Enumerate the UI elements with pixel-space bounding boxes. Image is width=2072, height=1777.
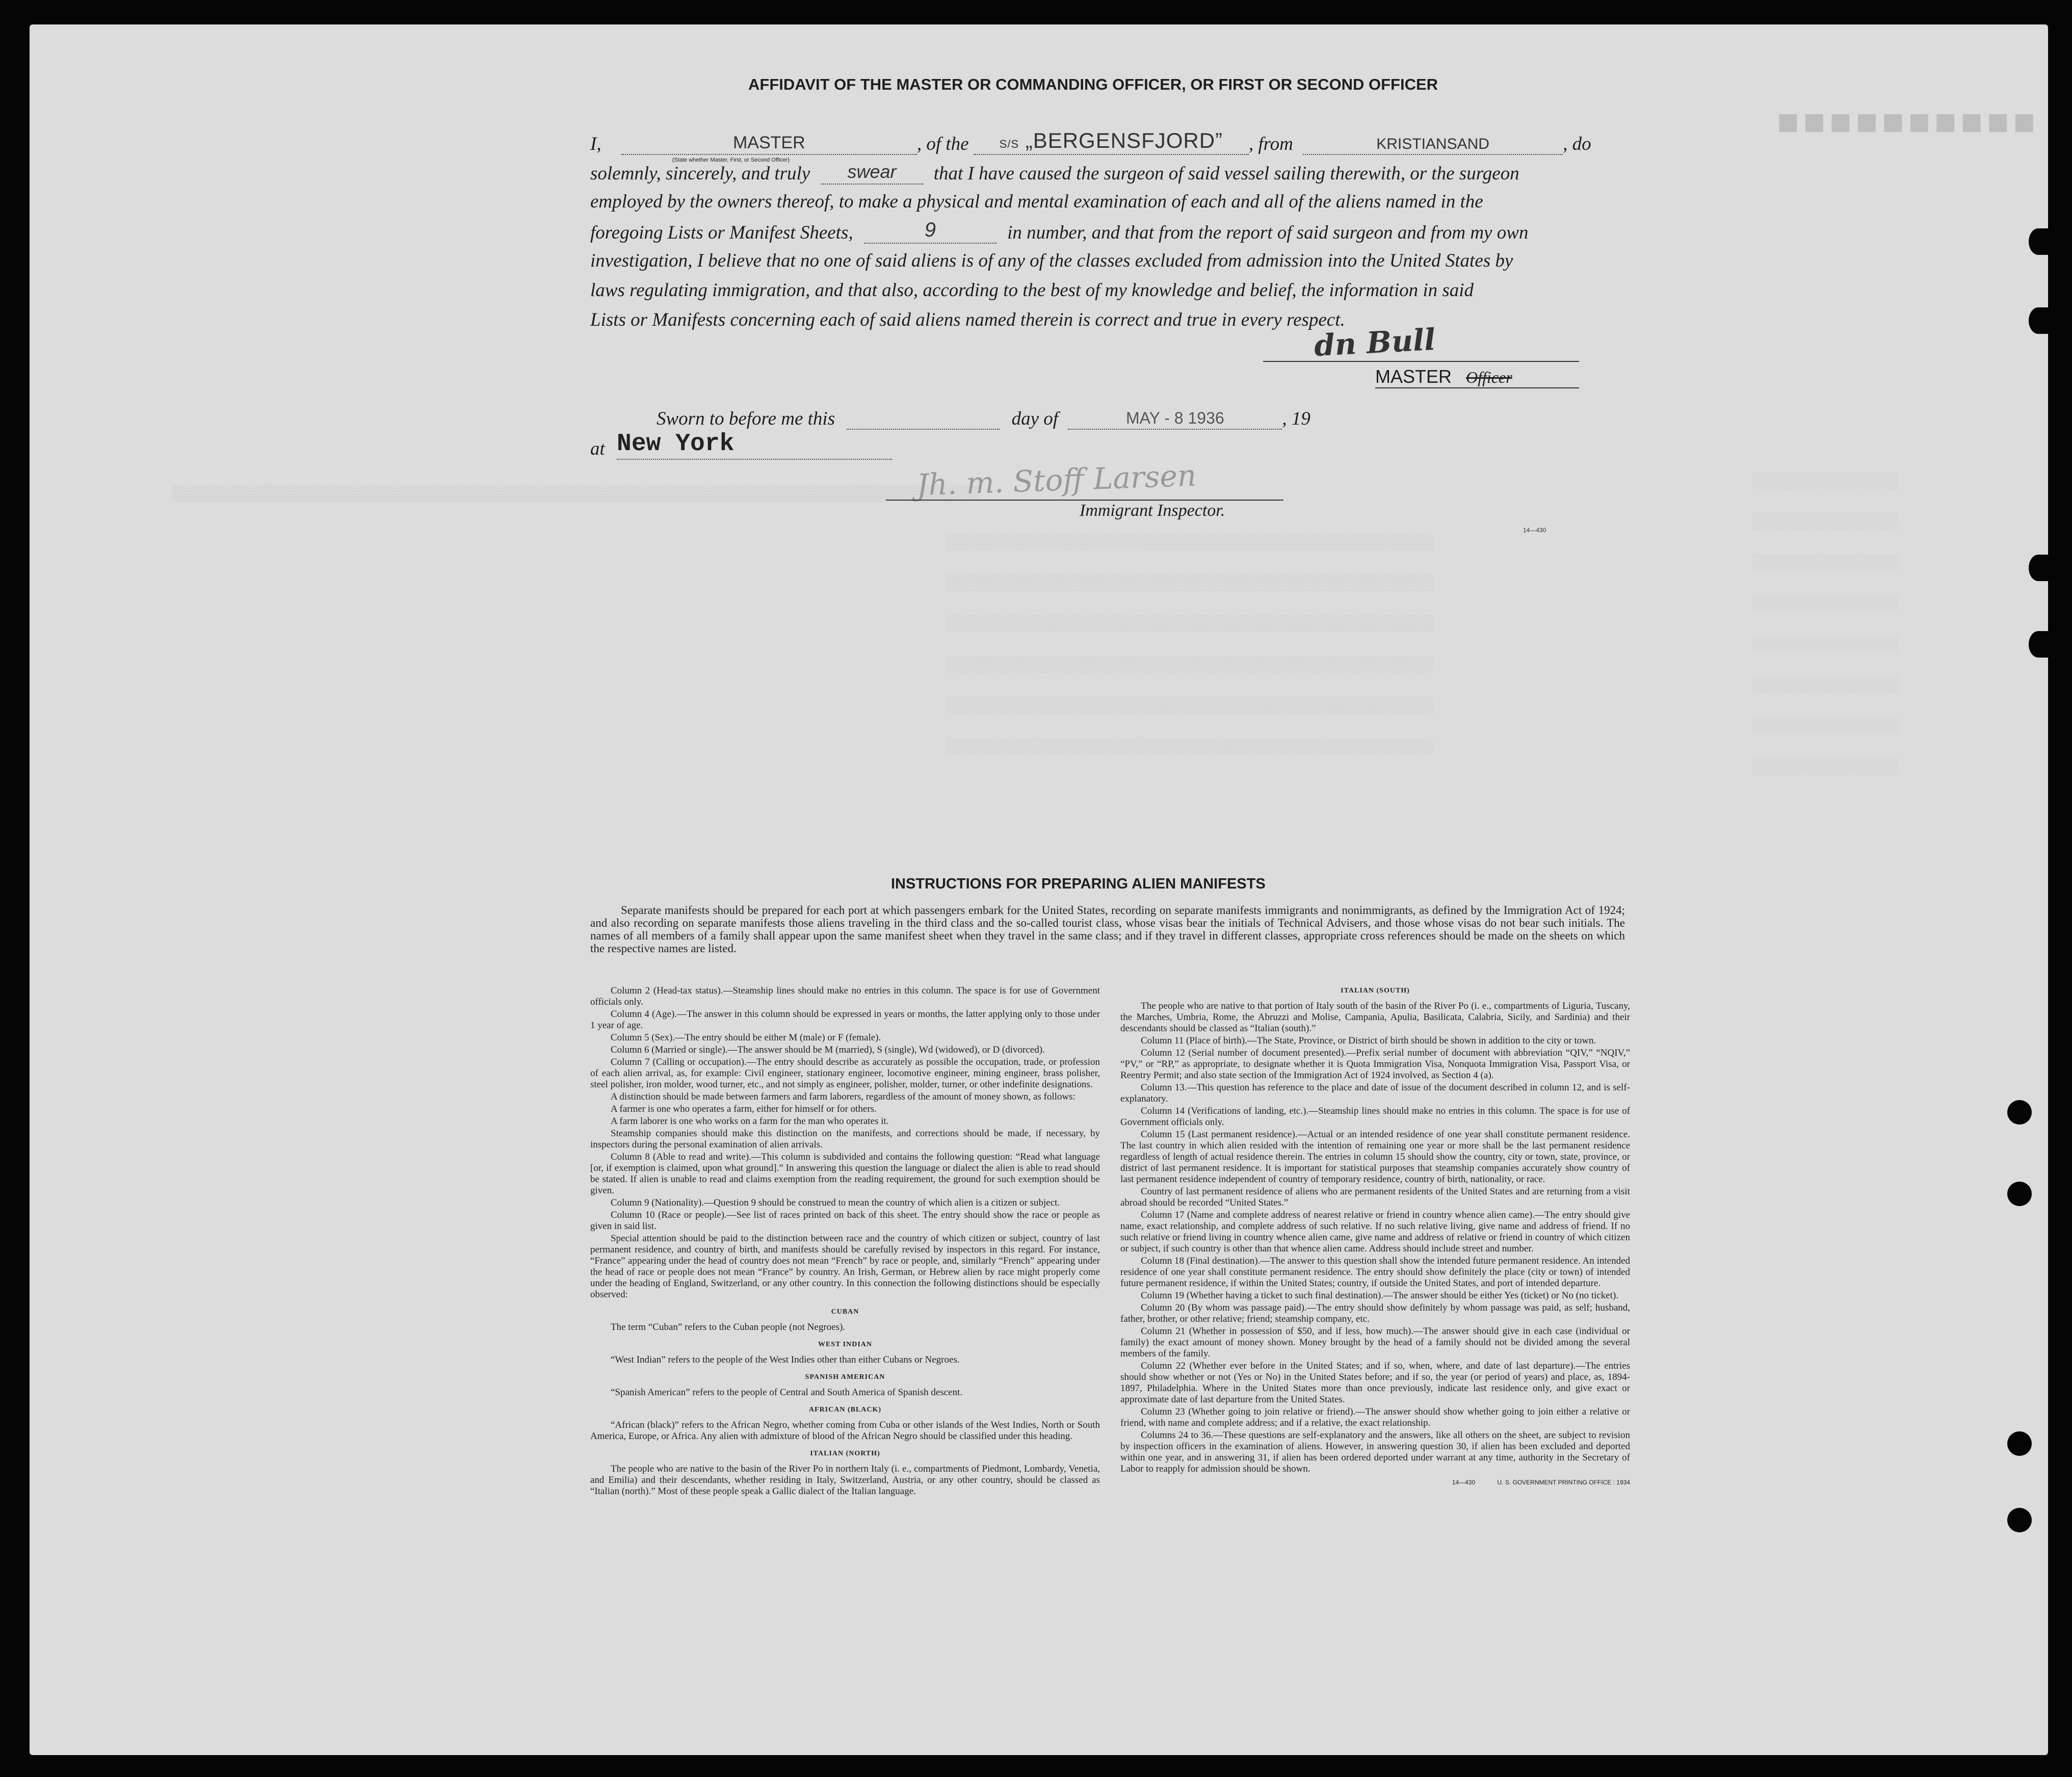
signer-title-value: MASTER (1375, 366, 1452, 387)
vessel-blank (974, 128, 1249, 155)
signer-title (1375, 366, 1512, 387)
instructions-intro: Separate manifests should be prepared for each port at which passengers embark for the United States, recording on separate manifests immigrants and nonimmigrants, as defined by the Immigration Act of 1924; and also recording on separate manifests those aliens traveling in the third class and the so-called tourist class, whose visas bear the initials of Technical Advisers, and those whose visas do not bear such initials. The names of all members of a family shall appear upon the same manifest sheet when they travel in the same class; and if they travel in different classes, appropriate cross references should be made on the sheets on which the respective names are listed. (590, 904, 1625, 955)
inspector-title: Immigrant Inspector. (1080, 501, 1225, 520)
master-signature: dn Bull (1313, 322, 1436, 363)
binder-hole (2007, 1100, 2032, 1125)
place-value: New York (617, 430, 735, 458)
affidavit-title: AFFIDAVIT OF THE MASTER OR COMMANDING OFFICER, OR FIRST OR SECOND OFFICER (748, 75, 1438, 93)
of-the-label: , of the (916, 134, 969, 154)
subsection-heading: CUBAN (831, 1308, 859, 1316)
footer-printer: U. S. GOVERNMENT PRINTING OFFICE : 1934 (1497, 1479, 1630, 1486)
sworn-day-blank (847, 408, 1000, 430)
binder-hole (2029, 631, 2048, 658)
sworn-line: Sworn to before me this day of MAY - 8 1936 , 19 (657, 408, 1310, 429)
binder-hole (2007, 1431, 2032, 1456)
footer-form-number: 14—430 (1452, 1479, 1476, 1486)
instructions-footer (1120, 1477, 1630, 1488)
affidavit-line-6: laws regulating immigration, and that also, according to the best of my knowledge and belief, the information in said (590, 280, 1474, 301)
vessel-prefix: S/S (999, 138, 1019, 150)
officer-rank-blank (621, 132, 917, 163)
sheet-count-blank (864, 220, 996, 244)
vessel-name: S/S „BERGENSFJORD” (999, 128, 1223, 152)
officer-rank-value: MASTER (732, 133, 805, 152)
signature-line (1263, 361, 1579, 362)
bleed-through-header: ■■■■■■■■■■ (1773, 101, 2035, 142)
instructions-title: INSTRUCTIONS FOR PREPARING ALIEN MANIFESTS (891, 876, 1266, 892)
subsection-heading: ITALIAN (NORTH) (810, 1450, 880, 1457)
signer-title-struck: Officer (1466, 368, 1512, 386)
place-blank (617, 432, 892, 460)
officer-rank-caption: (State whether Master, First, or Second Officer) (672, 157, 790, 163)
oath-blank (821, 161, 923, 185)
subsection-heading: SPANISH AMERICAN (805, 1373, 885, 1381)
subsection-heading: WEST INDIAN (818, 1341, 873, 1348)
instructions-right-column: ITALIAN (SOUTH) The people who are native to that portion of Italy south of the basin of the River Po (i. e., compartments of Liguria, Tuscany, the Marches, Umbria, Rome, the Abruzzi and Molise, Campania, Apulia, Basilicata, Calabria, Sicily, and Sardinia) and their descendants should be classed as “Italian (south).” Column 11 (Place of birth).—The State, Province, or District of birth should be shown in addition to the city or town. Column 12 (Serial number of document presented).—Prefix serial number of document with abbreviation “QIV,” “NQIV,” “PV,” or “RP,” as appropriate, to designate whether it is Quota Immigration Visa, Nonquota Immigration Visa, Passport Visa, or Reentry Permit; and also state section of the Immigration Act of 1924 involved, as Section 4 (a). Column 13.—This question has reference to the place and date of issue of the document described in column 12, and is self-explanatory. Column 14 (Verifications of landing, etc.).—Steamship lines should make no entries in this column. The space is for use of Government officials only. Column 15 (Last permanent residence).—Actual or an intended residence of one year shall constitute permanent residence. The last country in which alien resided with the intention of remaining one year or more shall be the last permanent residence regardless of length of actual residence therein. The entries in column 15 should show the country, city or town, state, province, or district of last permanent residence. It is important for statistical purposes that steamship companies accurately show country of last permanent residence independent of country of temporary residence, country of birth, nationality, or race. Country of last permanent residence of aliens who are permanent residents of the United States and are returning from a visit abroad should be recorded “United States.” Column 17 (Name and complete address of nearest relative or friend in country whence alien came).—The entry should give name, exact relationship, and complete address of such relative. If no such relative living, give name and address of friend. If no such relative or friend living in country whence alien came, give name and address of relative or friend in country of which citizen or subject, if such country is other than that whence alien came. Address should include street and number. Column 18 (Final destination).—The answer to this question shall show the intended future permanent residence. An intended residence of one year shall constitute permanent residence. The entry should show definitely the place (city or town) of intended future permanent residence, if within the United States; country, if outside the United States, and port of intended departure. Column 19 (Whether having a ticket to such final destination).—The answer should be either Yes (ticket) or No (no ticket). Column 20 (By whom was passage paid).—The entry should show definitely by whom passage was paid, as self; husband, father, brother, or other relative; friend; steamship company, etc. Column 21 (Whether in possession of $50, and if less, how much).—The answer should give in each case (individual or family) the exact amount of money shown. Money brought by the head of a family should not be divided among the several members of the family. Column 22 (Whether ever before in the United States; and if so, when, where, and date of last departure).—The entries should show whether or not (Yes or No) in the United States before; and if so, the year (or period of years) and place, as, 1894-1897, Philadelphia. Where in the United States more than once previously, indicate last residence only, and give exact or approximate date of last departure from the United States. Column 23 (Whether going to join relative or friend).—The answer should show whether going to join either a relative or friend, with name and complete address; and if a relative, the exact relationship. Columns 24 to 36.—These questions are self-explanatory and the answers, like all others on the sheet, are subject to revision by inspection officers in the examination of aliens. However, in answering question 30, if alien has been excluded and deported within one year, and in answering 31, if alien has been ordered deported under warrant at any time, authority in the Secretary of Labor to reapply for admission should be shown. 14—430 U. S. GOVERNMENT PRINTING OFFICE : 1934 (1120, 985, 1630, 1488)
binder-hole (2029, 307, 2048, 334)
binder-hole (2029, 555, 2048, 581)
manifest-page: ■■■■■■■■■■ ░░░░░░░░░░░░░░░░░░░░░░░░░░░░░░░░░░░░░░░░░░░░░░░░░░░░░░░░░░░░░░░░░░░░░░░░░░░░░░░░░░░░░░░░ ░░░░░░░░░░░░░░░░░░░░░░░░░░░░░░░░░░░░░░░░░░░░░░░░░░░░░ ░░░░░░░░░░░░░░░░░░░░░░░░░░░░░░░░░░░░░░░░░░░░░░░░░░░░░ ░░░░░░░░░░░░░░░░░░░░░░░░░░░░░░░░░░░░░░░░░░░░░░░░░░░░░ ░░░░░░░░░░░░░░░░░░░░░░░░░░░░░░░░░░░░░░░░░░░░░░░░░░░░░ ░░░░░░░░░░░░░░░░░░░░░░░░░░░░░░░░░░░░░░░░░░░░░░░░░░░░░ ░░░░░░░░░░░░░░░░░░░░░░░░░░░░░░░░░░░░░░░░░░░░░░░░░░░░░ ░░░░░░░░░░░░░░░░ ░░░░░░░░░░░░░░░░ ░░░░░░░░░░░░░░░░ ░░░░░░░░░░░░░░░░ ░░░░░░░░░░░░░░░░ ░░░░░░░░░░░░░░░░ ░░░░░░░░░░░░░░░░ ░░░░░░░░░░░░░░░░ AFFIDAVIT OF THE MASTER OR COMMANDING OFFICER, OR FIRST OR SECOND OFFICER I, MASTER (State whether Master, First, or Second Officer) , of the S/S „BERGENSFJORD” , from KRISTIANSAND , do solemnly, sincerely, and truly swear that I have caused the surgeon of said vessel sailing therewith, or the surgeon employed by the owners thereof, to make a physical and mental examination of each and all of the aliens named in the foregoing Lists or Manifest Sheets, 9 in number, and that from the report of said surgeon and from my own investigation, I believe that no one of said aliens is of any of the classes excluded from admission into the United States by laws regulating immigration, and that also, according to the best of my knowledge and belief, the information in said Lists or Manifests concerning each of said aliens named therein is correct and true in every respect. dn Bull MASTER Officer Sworn to before me this day of MAY - 8 1936 , 19 at New York Jh. m. Stoff Larsen Immigrant Inspector. 14—430 INSTRUCTIONS FOR PREPARING ALIEN MANIFESTS Separate manifests should be prepared for each port at which passengers embark for the United States, recording on separate manifests immigrants and nonimmigrants, as defined by the Immigration Act of 1924; and also recording on separate manifests those aliens traveling in the third class and the so-called tourist class, whose visas bear the initials of Technical Advisers, and those whose visas do not bear such initials. The names of all members of a family shall appear upon the same manifest sheet when they travel in the same class; and if they travel in different classes, appropriate cross references should be made on the sheets on which the respective names are listed. Column 2 (Head-tax status).—Steamship lines should make no entries in this column. The space is for use of Government officials only. Column 4 (Age).—The answer in this column should be expressed in years or months, the latter applying only to those under 1 year of age. Column 5 (Sex).—The entry should be either M (male) or F (female). Column 6 (Married or single).—The answer should be M (married), S (single), Wd (widowed), or D (divorced). Column 7 (Calling or occupation).—The entry should describe as accurately as possible the occupation, trade, or profession of each alien arrival, as, for example: Civil engineer, stationary engineer, locomotive engineer, mining engineer, brass polisher, steel polisher, iron molder, wood turner, etc., and not simply as engineer, polisher, molder, turner, or other indefinite designations. A distinction should be made between farmers and farm laborers, regardless of the amount of money shown, as follows: A farmer is one who operates a farm, either for himself or for others. A farm laborer is one who works on a farm for the man who operates it. Steamship companies should make this distinction on the manifests, and corrections should be made, if necessary, by inspectors during the personal examination of alien arrivals. Column 8 (Able to read and write).—This column is subdivided and contains the following question: “Read what language [or, if exemption is claimed, upon what ground].” In answering this question the language or dialect the alien is able to read should be stated. If alien is unable to read and claims exemption from the reading requirement, the ground for such exemption should be given. Column 9 (Nationality).—Question 9 should be construed to mean the country of which alien is a citizen or subject. Column 10 (Race or people).—See list of races printed on back of this sheet. The entry should show the race or people as given in said list. Special attention should be paid to the distinction between race and the country of which citizen or subject, country of last permanent residence, and country of birth, and manifests should be carefully revised by inspectors in this regard. For instance, “France” appearing under the head of country does not mean “French” by race or people, and, similarly “French” appearing under the head of race or people does not mean “France” by country. An Irish, German, or Hebrew alien by race might properly come under the heading of England, Switzerland, or any other country. In this connection the following distinctions should be especially observed: CUBAN The term “Cuban” refers to the Cuban people (not Negroes). WEST INDIAN “West Indian” refers to the people of the West Indies other than either Cubans or Negroes. SPANISH AMERICAN “Spanish American” refers to the people of Central and South America of Spanish descent. AFRICAN (BLACK) “African (black)” refers to the African Negro, whether coming from Cuba or other islands of the West Indies, North or South America, Europe, or Africa. Any alien with admixture of blood of the African Negro should be classified under this heading. ITALIAN (NORTH) The people who are native to the basin of the River Po in northern Italy (i. e., compartments of Piedmont, Lombardy, Venetia, and Emilia) and their descendants, whether residing in Italy, Switzerland, Austria, or any other country, should be classed as “Italian (north).” Most of these people speak a Gallic dialect of the Italian language. ITALIAN (SOUTH) The people who are native to that portion of Italy south of the basin of the River Po (i. e., compartments of Liguria, Tuscany, the Marches, Umbria, Rome, the Abruzzi and Molise, Campania, Apulia, Basilicata, Calabria, Sicily, and Sardinia) and their descendants should be classed as “Italian (south).” Column 11 (Place of birth).—The State, Province, or District of birth should be shown in addition to the city or town. Column 12 (Serial number of document presented).—Prefix serial number of document with abbreviation “QIV,” “NQIV,” “PV,” or “RP,” as appropriate, to designate whether it is Quota Immigration Visa, Nonquota Immigration Visa, Passport Visa, or Reentry Permit; and also state section of the Immigration Act of 1924 involved, as Section 4 (a). Column 13.—This question has reference to the place and date of issue of the document described in column 12, and is self-explanatory. Column 14 (Verifications of landing, etc.).—Steamship lines should make no entries in this column. The space is for use of Government officials only. Column 15 (Last permanent residence).—Actual or an intended residence of one year shall constitute permanent residence. The last country in which alien resided with the intention of remaining one year or more shall be the last permanent residence regardless of length of actual residence therein. The entries in column 15 should show the country, city or town, state, province, or district of last permanent residence. It is important for statistical purposes that steamship companies accurately show country of last permanent residence independent of country of temporary residence, country of birth, nationality, or race. Country of last permanent residence of aliens who are permanent residents of the United States and are returning from a visit abroad should be recorded “United States.” Column 17 (Name and complete address of nearest relative or friend in country whence alien came).—The entry should give name, exact relationship, and complete address of such relative. If no such relative living, give name and address of friend. If no such relative or friend living in country whence alien came, give name and address of relative or friend in country of which citizen or subject, if such country is other than that whence alien came. Address should include street and number. Column 18 (Final destination).—The answer to this question shall show the intended future permanent residence. An intended residence of one year shall constitute permanent residence. The entry should show definitely the place (city or town) of intended future permanent residence, if within the United States; country, if outside the United States, and port of intended departure. Column 19 (Whether having a ticket to such final destination).—The answer should be either Yes (ticket) or No (no ticket). Column 20 (By whom was passage paid).—The entry should show definitely by whom passage was paid, as self; husband, father, brother, or other relative; friend; steamship company, etc. Column 21 (Whether in possession of $50, and if less, how much).—The answer should give in each case (individual or family) the exact amount of money shown. Money brought by the head of a family should not be divided among the several members of the family. Column 22 (Whether ever before in the United States; and if so, when, where, and date of last departure).—The entries should show whether or not (Yes or No) in the United States before; and if so, the year (or period of years) and place, as, 1894-1897, Philadelphia. Where in the United States more than once previously, indicate last residence only, and give exact or approximate date of last departure from the United States. Column 23 (Whether going to join relative or friend).—The answer should show whether going to join either a relative or friend, with name and complete address; and if a relative, the exact relationship. Columns 24 to 36.—These questions are self-explanatory and the answers, like all others on the sheet, are subject to revision by inspection officers in the examination of aliens. However, in answering question 30, if alien has been excluded and deported within one year, and in answering 31, if alien has been ordered deported under warrant at any time, authority in the Secretary of Labor to reapply for admission should be shown. 14—430 U. S. GOVERNMENT PRINTING OFFICE : 1934 (30, 24, 2048, 1755)
subsection-heading: AFRICAN (BLACK) (808, 1406, 882, 1414)
inspector-signature-line (886, 500, 1283, 501)
pronoun-i: I, (590, 134, 601, 154)
from-label: , from (1248, 134, 1293, 154)
affidavit-line-3: employed by the owners thereof, to make a physical and mental examination of each and all of the aliens named in the (590, 191, 1483, 212)
binder-hole (2007, 1182, 2032, 1206)
port-blank (1303, 132, 1563, 155)
affidavit-line-1 (590, 128, 1630, 163)
sworn-date-blank (1068, 408, 1282, 430)
place-line: at New York (590, 432, 1630, 460)
subsection-heading: ITALIAN (SOUTH) (1341, 987, 1410, 995)
sworn-date-stamp: MAY - 8 1936 (1125, 409, 1224, 427)
affidavit-line-7: Lists or Manifests concerning each of said aliens named therein is correct and true in every respect. (590, 309, 1345, 330)
signer-title-line (1375, 387, 1579, 388)
inspector-signature: Jh. m. Stoff Larsen (915, 458, 1197, 503)
affidavit-line-4: foregoing Lists or Manifest Sheets, 9 in number, and that from the report of said surgeon and from my own (590, 219, 1529, 243)
oath-value: swear (847, 161, 897, 182)
affidavit-line-2: solemnly, sincerely, and truly swear that I have caused the surgeon of said vessel sailing therewith, or the surgeon (590, 161, 1519, 184)
binder-hole (2029, 228, 2048, 255)
sheet-count-value: 9 (924, 219, 936, 241)
affidavit-line-5: investigation, I believe that no one of said aliens is of any of the classes excluded from admission into the United States by (590, 250, 1513, 271)
affidavit-form-number: 14—430 (1523, 527, 1546, 534)
port-value: KRISTIANSAND (1376, 136, 1489, 152)
do-label: , do (1563, 134, 1591, 154)
binder-hole (2007, 1508, 2032, 1532)
instructions-left-column: Column 2 (Head-tax status).—Steamship lines should make no entries in this column. The space is for use of Government officials only. Column 4 (Age).—The answer in this column should be expressed in years or months, the latter applying only to those under 1 year of age. Column 5 (Sex).—The entry should be either M (male) or F (female). Column 6 (Married or single).—The answer should be M (married), S (single), Wd (widowed), or D (divorced). Column 7 (Calling or occupation).—The entry should describe as accurately as possible the occupation, trade, or profession of each alien arrival, as, for example: Civil engineer, stationary engineer, locomotive engineer, mining engineer, brass polisher, steel polisher, iron molder, wood turner, etc., and not simply as engineer, polisher, molder, turner, or other indefinite designations. A distinction should be made between farmers and farm laborers, regardless of the amount of money shown, as follows: A farmer is one who operates a farm, either for himself or for others. A farm laborer is one who works on a farm for the man who operates it. Steamship companies should make this distinction on the manifests, and corrections should be made, if necessary, by inspectors during the personal examination of alien arrivals. Column 8 (Able to read and write).—This column is subdivided and contains the following question: “Read what language [or, if exemption is claimed, upon what ground].” In answering this question the language or dialect the alien is able to read should be stated. If alien is unable to read and claims exemption from the reading requirement, the ground for such exemption should be given. Column 9 (Nationality).—Question 9 should be construed to mean the country of which alien is a citizen or subject. Column 10 (Race or people).—See list of races printed on back of this sheet. The entry should show the race or people as given in said list. Special attention should be paid to the distinction between race and the country of which citizen or subject, country of last permanent residence, and country of birth, and manifests should be carefully revised by inspectors in this regard. For instance, “France” appearing under the head of country does not mean “French” by race or people, and, similarly “French” appearing under the head of race or people does not mean “France” by country. An Irish, German, or Hebrew alien by race might properly come under the heading of England, Switzerland, or any other country. In this connection the following distinctions should be especially observed: CUBAN The term “Cuban” refers to the Cuban people (not Negroes). WEST INDIAN “West Indian” refers to the people of the West Indies other than either Cubans or Negroes. SPANISH AMERICAN “Spanish American” refers to the people of Central and South America of Spanish descent. AFRICAN (BLACK) “African (black)” refers to the African Negro, whether coming from Cuba or other islands of the West Indies, North or South America, Europe, or Africa. Any alien with admixture of blood of the African Negro should be classified under this heading. ITALIAN (NORTH) The people who are native to the basin of the River Po in northern Italy (i. e., compartments of Piedmont, Lombardy, Venetia, and Emilia) and their descendants, whether residing in Italy, Switzerland, Austria, or any other country, should be classed as “Italian (north).” Most of these people speak a Gallic dialect of the Italian language. (590, 985, 1100, 1497)
